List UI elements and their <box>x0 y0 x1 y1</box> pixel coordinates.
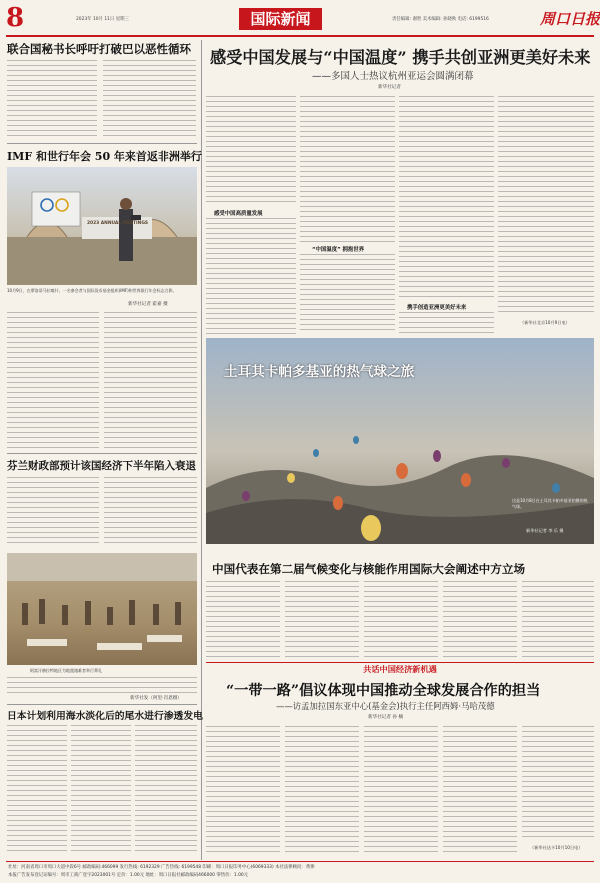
article-title: 联合国秘书长呼吁打破巴以恶性循环 <box>7 42 191 56</box>
article-body <box>71 725 131 855</box>
article-subtitle: ——访孟加拉国东亚中心(基金会)执行主任阿西姆·马哈茂德 <box>276 701 495 711</box>
divider <box>7 704 197 705</box>
article-body <box>285 726 359 856</box>
photo-caption: 阿富汗赫拉特地区为地震遇难者举行葬礼 <box>30 668 102 673</box>
masthead-date: 2023年 10月 11日 星期三 <box>76 17 129 22</box>
section-subhead: “中国温度” 拥抱世界 <box>312 247 365 253</box>
masthead <box>0 0 600 36</box>
article-body <box>300 96 395 242</box>
balloon-photo <box>206 338 594 544</box>
main-byline: 新华社记者 <box>378 85 401 90</box>
section-title: 国际新闻 <box>250 10 311 28</box>
article-byline: 新华社记者 孙 楠 <box>368 715 404 720</box>
imf-photo-drawing <box>7 167 197 285</box>
article-body <box>135 725 197 855</box>
photo-caption-body <box>7 677 197 693</box>
section-subhead: 感受中国高质量发展 <box>214 211 263 217</box>
photo-credit: 新华社记者 霍嘉 摄 <box>128 302 168 307</box>
article-title: IMF 和世行年会 50 年来首返非洲举行 <box>7 150 202 163</box>
page-number: 8 <box>6 3 25 33</box>
article-body <box>399 312 494 334</box>
masthead-rule <box>6 35 594 37</box>
brand-logo: 周口日报 <box>540 10 600 28</box>
divider <box>7 143 197 144</box>
article-title: “一带一路”倡议体现中国推动全球发展合作的担当 <box>226 683 541 699</box>
article-body <box>522 726 594 840</box>
article-body <box>443 581 517 661</box>
article-body <box>7 725 67 855</box>
article-body <box>7 477 99 547</box>
article-body <box>206 96 296 206</box>
footer-line-2: 本报广告发布登记证编号：周市工商广登字2023001号 定价：1.00元 地址：周口日报社邮政编码466000 零售价：1.00元 <box>8 873 249 878</box>
article-body <box>498 96 594 314</box>
article-title: 中国代表在第二届气候变化与核能作用国际大会阐述中方立场 <box>212 562 526 576</box>
earthquake-photo <box>7 553 197 665</box>
article-body <box>206 218 296 334</box>
main-headline: 感受中国发展与“中国温度” 携手共创亚洲更美好未来 <box>210 48 591 67</box>
earthquake-photo-drawing <box>7 553 197 665</box>
article-sign: （新华社北京10月9日电） <box>520 320 570 325</box>
footer-rule <box>6 861 594 862</box>
article-body <box>364 581 438 661</box>
article-body <box>103 60 196 140</box>
photo-title: 土耳其卡帕多基亚的热气球之旅 <box>224 364 415 380</box>
section-banner <box>239 8 322 30</box>
editor-info: 责任编辑: 谢智 美术编辑: 孙晓秋 电话: 6199516 <box>392 17 489 22</box>
topic-banner <box>206 662 594 674</box>
photo-caption: 这是10月8日在土耳其卡帕多基亚拍摄的热气球。 <box>512 498 588 509</box>
article-title: 芬兰财政部预计该国经济下半年陷入衰退 <box>7 460 196 472</box>
article-body <box>522 581 594 661</box>
article-body <box>206 726 280 856</box>
article-body <box>7 312 99 450</box>
article-body <box>399 96 494 300</box>
divider <box>7 453 197 454</box>
article-body <box>300 254 395 334</box>
article-body <box>104 312 197 450</box>
imf-photo <box>7 167 197 285</box>
imf-sign: 2023 ANNUAL MEETINGS <box>87 221 149 226</box>
topic-label: 共话中国经济新机遇 <box>363 664 437 674</box>
article-body <box>104 477 197 547</box>
article-sign: （新华社达卡10月10日电） <box>530 845 583 850</box>
article-body <box>443 726 517 856</box>
photo-credit: 新华社发（阿里·肖恩摄） <box>130 696 182 701</box>
article-body <box>7 60 97 140</box>
section-subhead: 携手创造亚洲更美好未来 <box>407 305 467 311</box>
main-subtitle: ——多国人士热议杭州亚运会圆满闭幕 <box>312 71 474 82</box>
article-body <box>206 581 280 661</box>
footer-line-1: 社址：河南省周口市周口大道中段6号 邮政编码:466099 发行热线: 6192329 广告热线: 6199548 印刷：周口日报印务中心(6069333) 本社法律顾问：黄律 <box>8 865 315 870</box>
article-body <box>364 726 438 856</box>
article-title: 日本计划利用海水淡化后的尾水进行渗透发电 <box>7 711 203 722</box>
article-body <box>285 581 359 661</box>
photo-caption: 10月9日，在摩洛哥马拉喀什，一名参会者与国际货币基金组织(IMF)和世界银行年会标志合影。 <box>7 288 177 293</box>
photo-credit: 新华社记者 李 乐 摄 <box>526 528 564 533</box>
